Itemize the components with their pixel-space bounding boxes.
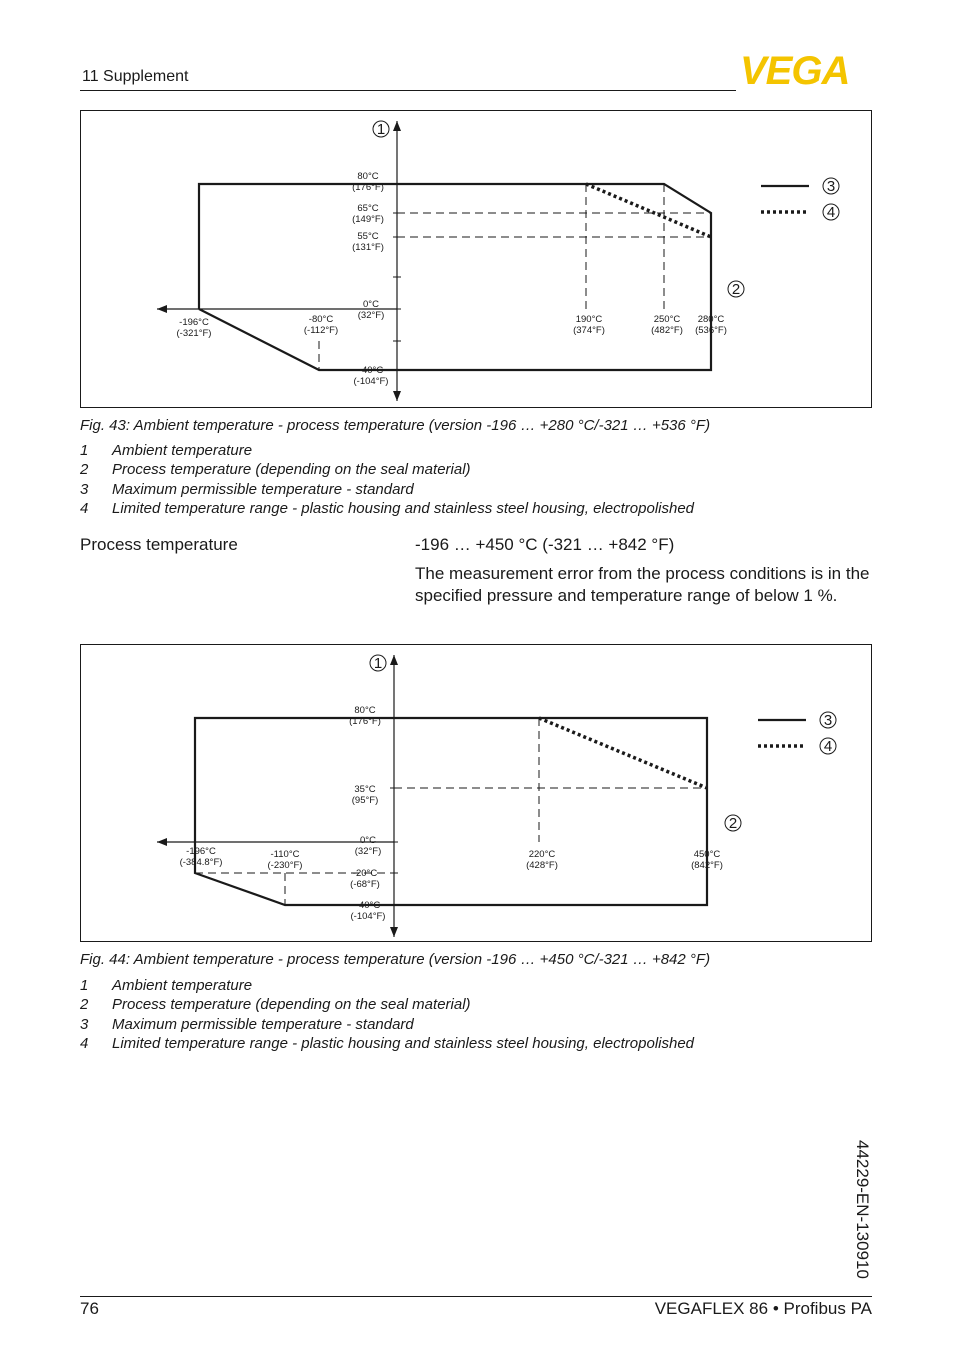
spec-label: Process temperature xyxy=(80,535,238,554)
x-axis-arrow-left xyxy=(157,838,167,846)
svg-text:220°C: 220°C xyxy=(528,849,556,860)
svg-text:4: 4 xyxy=(823,738,833,755)
legend-item: 4 Limited temperature range - plastic housing and stainless steel housing, electropolished xyxy=(80,499,695,517)
svg-text:(536°F): (536°F) xyxy=(695,325,727,336)
y-axis-arrow-down xyxy=(393,391,401,401)
standard-envelope xyxy=(199,184,711,370)
svg-text:(-104°F): (-104°F) xyxy=(350,911,386,922)
svg-text:(-112°F): (-112°F) xyxy=(303,325,339,336)
svg-text:35°C: 35°C xyxy=(354,784,376,795)
legend-item: 3 Maximum permissible temperature - standard xyxy=(80,480,414,498)
svg-text:(95°F): (95°F) xyxy=(351,795,379,806)
svg-text:2: 2 xyxy=(731,281,741,298)
svg-text:-196°C: -196°C xyxy=(179,317,209,328)
limited-range-line xyxy=(539,718,707,788)
svg-text:2: 2 xyxy=(728,815,738,832)
svg-text:(32°F): (32°F) xyxy=(354,846,382,857)
legend-item: 2 Process temperature (depending on the seal material) xyxy=(80,461,471,479)
svg-text:(32°F): (32°F) xyxy=(357,310,385,321)
document-id: 44229-EN-130910 xyxy=(853,1140,872,1279)
svg-text:(-321°F): (-321°F) xyxy=(176,328,212,339)
svg-text:(-384.8°F): (-384.8°F) xyxy=(179,857,223,868)
svg-text:-20°C: -20°C xyxy=(352,868,378,879)
svg-text:4: 4 xyxy=(826,204,836,221)
legend-item: 2 Process temperature (depending on the seal material) xyxy=(80,996,471,1014)
svg-text:(428°F): (428°F) xyxy=(526,860,558,871)
svg-text:3: 3 xyxy=(826,178,836,195)
svg-text:(149°F): (149°F) xyxy=(352,214,384,225)
svg-text:0°C: 0°C xyxy=(363,299,379,310)
svg-text:(-104°F): (-104°F) xyxy=(353,376,389,387)
svg-text:-40°C: -40°C xyxy=(355,900,381,911)
y-axis-arrow-down xyxy=(390,927,398,937)
svg-text:(374°F): (374°F) xyxy=(573,325,605,336)
svg-text:3: 3 xyxy=(823,712,833,729)
svg-text:VEGA: VEGA xyxy=(740,50,850,90)
svg-text:-40°C: -40°C xyxy=(358,365,384,376)
figure-44-caption: Fig. 44: Ambient temperature - process temperature (version -196 … +450 °C/-321 … +842 °F) xyxy=(80,951,711,968)
spec-description: The measurement error from the process conditions is in the specified pressure and temperature range of below 1 %. xyxy=(415,564,870,605)
y-axis-arrow-up xyxy=(393,121,401,131)
limited-range-line xyxy=(586,184,711,237)
page-number: 76 xyxy=(80,1299,99,1318)
svg-text:190°C: 190°C xyxy=(575,314,603,325)
svg-text:-110°C: -110°C xyxy=(270,849,300,860)
legend-item: 1 Ambient temperature xyxy=(80,442,253,459)
legend-item: 1 Ambient temperature xyxy=(80,977,253,994)
figure-44-legend xyxy=(80,976,694,1053)
y-axis-arrow-up xyxy=(390,655,398,665)
legend-item: 4 Limited temperature range - plastic housing and stainless steel housing, electropolished xyxy=(80,1034,695,1052)
figure-44-chart xyxy=(80,644,872,942)
standard-envelope xyxy=(195,718,707,905)
svg-text:250°C: 250°C xyxy=(653,314,681,325)
svg-text:80°C: 80°C xyxy=(354,705,376,716)
svg-text:(-68°F): (-68°F) xyxy=(350,879,380,890)
svg-text:80°C: 80°C xyxy=(357,171,379,182)
svg-text:450°C: 450°C xyxy=(693,849,721,860)
vega-logo xyxy=(740,50,874,95)
footer-rule xyxy=(80,1296,872,1297)
svg-text:(842°F): (842°F) xyxy=(691,860,723,871)
header-rule xyxy=(80,90,736,91)
svg-text:-196°C: -196°C xyxy=(186,846,216,857)
x-axis-arrow-left xyxy=(157,305,167,313)
svg-text:0°C: 0°C xyxy=(360,835,376,846)
svg-text:(176°F): (176°F) xyxy=(352,182,384,193)
svg-text:(482°F): (482°F) xyxy=(651,325,683,336)
figure-43-caption: Fig. 43: Ambient temperature - process temperature (version -196 … +280 °C/-321 … +536 °F) xyxy=(80,417,711,434)
figure-43-chart xyxy=(80,110,872,408)
svg-text:65°C: 65°C xyxy=(357,203,379,214)
svg-text:1: 1 xyxy=(376,121,386,138)
product-name: VEGAFLEX 86 • Profibus PA xyxy=(654,1299,872,1318)
legend-item: 3 Maximum permissible temperature - standard xyxy=(80,1015,414,1033)
svg-text:1: 1 xyxy=(373,655,383,672)
svg-text:(-230°F): (-230°F) xyxy=(267,860,303,871)
section-title: 11 Supplement xyxy=(82,68,189,85)
svg-text:(176°F): (176°F) xyxy=(349,716,381,727)
figure-43-legend xyxy=(80,441,694,518)
svg-text:55°C: 55°C xyxy=(357,231,379,242)
svg-text:280°C: 280°C xyxy=(697,314,725,325)
spec-value: -196 … +450 °C (-321 … +842 °F) xyxy=(415,535,675,554)
svg-text:(131°F): (131°F) xyxy=(352,242,384,253)
svg-text:-80°C: -80°C xyxy=(308,314,334,325)
